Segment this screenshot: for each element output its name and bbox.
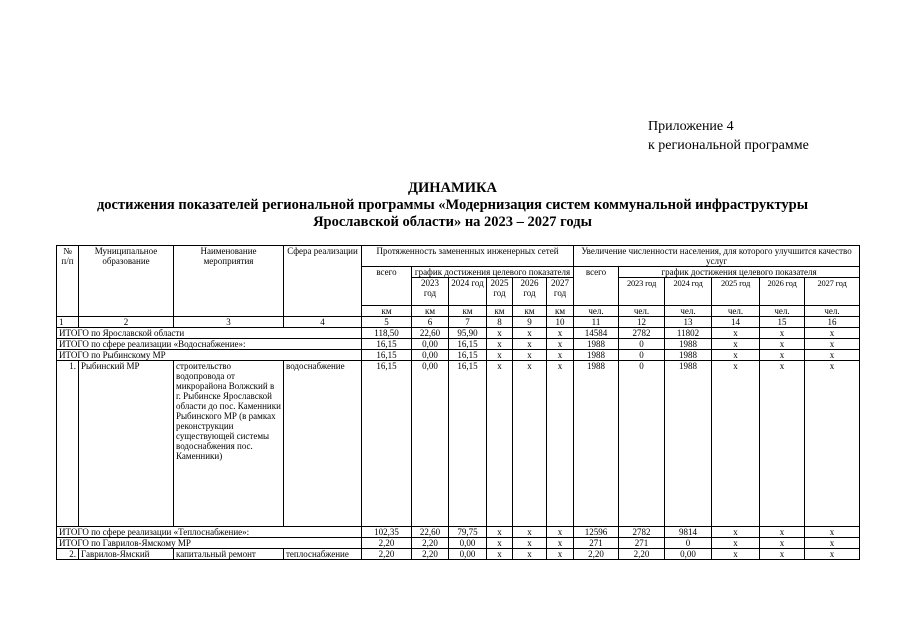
column-number: 3 xyxy=(174,317,284,328)
value-cell: х xyxy=(513,339,547,350)
header-length-2027: 2027 год xyxy=(547,278,574,306)
unit-cell: км xyxy=(412,306,449,317)
value-cell: 12596 xyxy=(574,527,619,538)
value-cell: х xyxy=(487,339,513,350)
title-line-1: ДИНАМИКА xyxy=(408,180,497,196)
value-cell: 271 xyxy=(574,538,619,549)
value-cell: х xyxy=(547,549,574,560)
unit-cell: км xyxy=(362,306,412,317)
row-sphere: водоснабжение xyxy=(284,361,362,527)
column-number: 8 xyxy=(487,317,513,328)
header-length-2026: 2026 год xyxy=(513,278,547,306)
value-cell: х xyxy=(513,549,547,560)
value-cell: 16,15 xyxy=(362,339,412,350)
unit-cell: км xyxy=(547,306,574,317)
value-cell: х xyxy=(712,328,760,339)
value-cell: 118,50 xyxy=(362,328,412,339)
value-cell: х xyxy=(805,549,860,560)
unit-cell: км xyxy=(513,306,547,317)
unit-cell: чел. xyxy=(760,306,805,317)
unit-cell: чел. xyxy=(805,306,860,317)
header-population-schedule: график достижения целевого показателя xyxy=(619,267,860,278)
value-cell: 2,20 xyxy=(412,538,449,549)
value-cell: 0,00 xyxy=(412,350,449,361)
unit-cell: чел. xyxy=(665,306,712,317)
value-cell: х xyxy=(712,339,760,350)
value-cell: 0,00 xyxy=(449,538,487,549)
value-cell: 22,60 xyxy=(412,328,449,339)
value-cell: х xyxy=(513,538,547,549)
table-row-item-2 xyxy=(57,549,860,560)
value-cell: 16,15 xyxy=(362,361,412,527)
appendix-caption xyxy=(648,117,809,155)
row-municipality: Гаврилов-Ямский xyxy=(79,549,174,560)
total-label: ИТОГО по сфере реализации «Водоснабжение»: xyxy=(57,339,362,350)
header-population-2025: 2025 год xyxy=(712,278,760,306)
header-population-total: всего xyxy=(574,267,619,306)
row-event: капитальный ремонт xyxy=(174,549,284,560)
title-line-3: Ярославской области» на 2023 – 2027 годы xyxy=(313,214,592,230)
value-cell: х xyxy=(760,538,805,549)
row-sphere: теплоснабжение xyxy=(284,549,362,560)
column-number: 9 xyxy=(513,317,547,328)
value-cell: х xyxy=(760,527,805,538)
value-cell: 0 xyxy=(619,361,665,527)
column-number: 16 xyxy=(805,317,860,328)
appendix-line-1: Приложение 4 xyxy=(648,119,734,134)
value-cell: х xyxy=(487,538,513,549)
value-cell: 1988 xyxy=(574,361,619,527)
unit-cell: чел. xyxy=(574,306,619,317)
header-population-2026: 2026 год xyxy=(760,278,805,306)
value-cell: 79,75 xyxy=(449,527,487,538)
value-cell: 9814 xyxy=(665,527,712,538)
column-number: 12 xyxy=(619,317,665,328)
total-label: ИТОГО по Рыбинскому МР xyxy=(57,350,362,361)
row-event: строительство водопровода от микрорайона Волжский в г. Рыбинске Ярославской области до пос. Каменники Рыбинского МР (в рамках реконструкции существующей системы водоснабжения пос. Каменники) xyxy=(174,361,284,527)
value-cell: х xyxy=(712,549,760,560)
value-cell: 95,90 xyxy=(449,328,487,339)
column-number: 7 xyxy=(449,317,487,328)
value-cell: х xyxy=(487,328,513,339)
column-number: 6 xyxy=(412,317,449,328)
value-cell: 0 xyxy=(665,538,712,549)
total-label: ИТОГО по Гаврилов-Ямскому МР xyxy=(57,538,362,549)
value-cell: х xyxy=(513,328,547,339)
header-population-group: Увеличение численности населения, для которого улучшится качество услуг xyxy=(574,246,860,267)
value-cell: 2,20 xyxy=(412,549,449,560)
value-cell: х xyxy=(513,350,547,361)
total-row-heat xyxy=(57,527,860,538)
value-cell: 1988 xyxy=(665,350,712,361)
column-number: 15 xyxy=(760,317,805,328)
column-number: 2 xyxy=(79,317,174,328)
header-sphere: Сфера реализации xyxy=(284,246,362,317)
header-num: № п/п xyxy=(57,246,79,317)
value-cell: х xyxy=(760,361,805,527)
value-cell: х xyxy=(805,527,860,538)
header-population-2024: 2024 год xyxy=(665,278,712,306)
value-cell: х xyxy=(487,527,513,538)
value-cell: х xyxy=(712,538,760,549)
value-cell: х xyxy=(760,328,805,339)
row-municipality: Рыбинский МР xyxy=(79,361,174,527)
value-cell: х xyxy=(513,361,547,527)
value-cell: 2,20 xyxy=(362,549,412,560)
unit-cell: км xyxy=(487,306,513,317)
value-cell: 102,35 xyxy=(362,527,412,538)
value-cell: х xyxy=(805,339,860,350)
value-cell: х xyxy=(805,350,860,361)
total-row-water xyxy=(57,339,860,350)
header-length-group: Протяженность замененных инженерных сетей xyxy=(362,246,574,267)
total-label: ИТОГО по сфере реализации «Теплоснабжение»: xyxy=(57,527,362,538)
value-cell: 2,20 xyxy=(362,538,412,549)
unit-cell: чел. xyxy=(619,306,665,317)
value-cell: х xyxy=(487,350,513,361)
row-number: 1. xyxy=(57,361,79,527)
total-label: ИТОГО по Ярославской области xyxy=(57,328,362,339)
value-cell: 2,20 xyxy=(619,549,665,560)
value-cell: х xyxy=(547,339,574,350)
value-cell: 0 xyxy=(619,339,665,350)
header-length-total: всего xyxy=(362,267,412,306)
column-number: 5 xyxy=(362,317,412,328)
column-numbers-row xyxy=(57,317,860,328)
value-cell: 1988 xyxy=(665,361,712,527)
header-length-schedule: график достижения целевого показателя xyxy=(412,267,574,278)
value-cell: 2,20 xyxy=(574,549,619,560)
value-cell: х xyxy=(760,549,805,560)
value-cell: 2782 xyxy=(619,328,665,339)
value-cell: х xyxy=(487,549,513,560)
value-cell: 271 xyxy=(619,538,665,549)
total-row-region xyxy=(57,328,860,339)
value-cell: х xyxy=(760,339,805,350)
value-cell: 1988 xyxy=(574,350,619,361)
header-row-1 xyxy=(57,246,860,267)
table-row-item-1 xyxy=(57,361,860,527)
unit-cell: чел. xyxy=(712,306,760,317)
value-cell: 1988 xyxy=(665,339,712,350)
value-cell: х xyxy=(805,328,860,339)
value-cell: х xyxy=(805,538,860,549)
value-cell: 16,15 xyxy=(449,361,487,527)
total-row-gavrilov xyxy=(57,538,860,549)
value-cell: х xyxy=(487,361,513,527)
value-cell: х xyxy=(547,361,574,527)
value-cell: 0,00 xyxy=(412,361,449,527)
value-cell: х xyxy=(547,328,574,339)
value-cell: 16,15 xyxy=(449,350,487,361)
total-row-rybinsk xyxy=(57,350,860,361)
value-cell: х xyxy=(712,361,760,527)
column-number: 13 xyxy=(665,317,712,328)
value-cell: х xyxy=(513,527,547,538)
value-cell: х xyxy=(547,538,574,549)
value-cell: х xyxy=(547,527,574,538)
column-number: 10 xyxy=(547,317,574,328)
value-cell: 0,00 xyxy=(665,549,712,560)
value-cell: х xyxy=(805,361,860,527)
value-cell: 14584 xyxy=(574,328,619,339)
header-municipality: Муниципальное образование xyxy=(79,246,174,317)
value-cell: 2782 xyxy=(619,527,665,538)
value-cell: х xyxy=(760,350,805,361)
header-length-2024: 2024 год xyxy=(449,278,487,306)
header-length-2025: 2025 год xyxy=(487,278,513,306)
value-cell: х xyxy=(712,527,760,538)
value-cell: 0 xyxy=(619,350,665,361)
value-cell: 16,15 xyxy=(449,339,487,350)
value-cell: 0,00 xyxy=(449,549,487,560)
column-number: 4 xyxy=(284,317,362,328)
document-title xyxy=(0,180,905,231)
value-cell: 11802 xyxy=(665,328,712,339)
column-number: 11 xyxy=(574,317,619,328)
header-population-2027: 2027 год xyxy=(805,278,860,306)
appendix-line-2: к региональной программе xyxy=(648,138,809,153)
row-number: 2. xyxy=(57,549,79,560)
value-cell: 16,15 xyxy=(362,350,412,361)
value-cell: х xyxy=(712,350,760,361)
unit-cell: км xyxy=(449,306,487,317)
value-cell: 0,00 xyxy=(412,339,449,350)
header-population-2023: 2023 год xyxy=(619,278,665,306)
column-number: 1 xyxy=(57,317,79,328)
header-event: Наименование мероприятия xyxy=(174,246,284,317)
column-number: 14 xyxy=(712,317,760,328)
header-length-2023: 2023 год xyxy=(412,278,449,306)
indicators-table xyxy=(56,245,860,560)
value-cell: 22,60 xyxy=(412,527,449,538)
value-cell: 1988 xyxy=(574,339,619,350)
title-line-2: достижения показателей региональной программы «Модернизация систем коммунальной инфраструктуры xyxy=(96,197,809,213)
value-cell: х xyxy=(547,350,574,361)
